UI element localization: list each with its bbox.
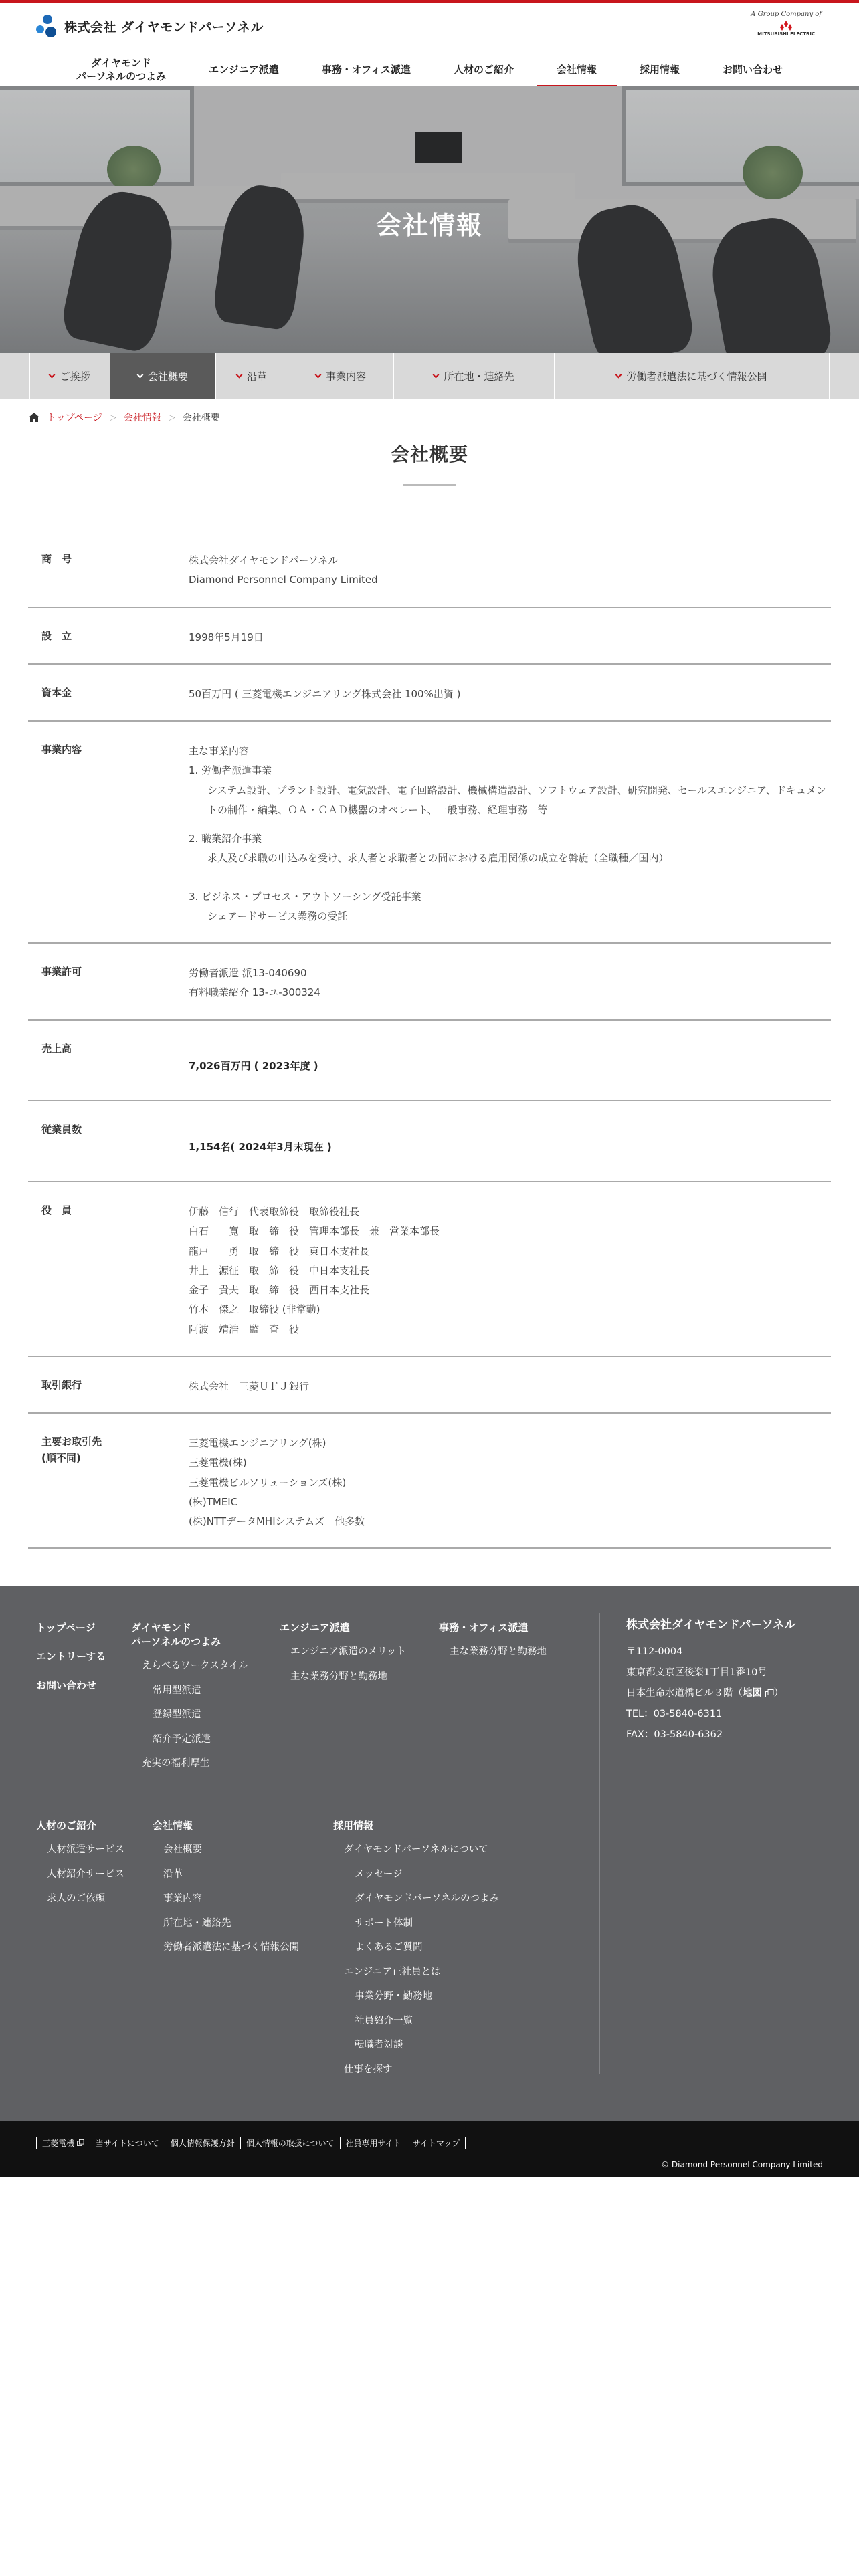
bottom-link-staff-site[interactable]: 社員専用サイト [340,2137,407,2149]
profile-row-name [28,531,831,608]
footer-link[interactable]: 社員紹介一覧 [355,2015,413,2026]
footer-map-link[interactable]: 地図 [743,1688,762,1699]
breadcrumb-parent[interactable]: 会社情報 [123,413,161,423]
footer-col-main [36,1621,106,1705]
row-label: 売上高 [41,1042,72,1055]
subnav-overview[interactable] [110,353,215,399]
list-item: 金子 貴夫 取 締 役 西日本支社長 [189,1284,370,1296]
footer-link[interactable]: 所在地・連絡先 [163,1917,231,1929]
footer-link[interactable]: 主な業務分野と勤務地 [450,1646,547,1658]
footer-tel: TEL：03-5840-6311 [626,1709,723,1720]
footer-link[interactable]: エンジニア派遣のメリット [290,1646,407,1658]
footer-link-contact[interactable]: お問い合わせ [36,1679,97,1692]
footer-link[interactable]: 仕事を探す [344,2064,393,2075]
footer-link[interactable]: エンジニア正社員とは [344,1966,441,1977]
chevron-down-icon [615,371,622,378]
home-icon [28,412,40,423]
footer-link[interactable]: 主な業務分野と勤務地 [290,1671,387,1682]
footer-col-recruit [333,1819,499,2089]
breadcrumb-current: 会社概要 [182,413,220,423]
subnav-disclosure[interactable] [554,353,830,399]
license-placement: 有料職業紹介 13-ユ-300324 [189,986,320,999]
subnav-label: 会社概要 [147,370,188,383]
nav-strength[interactable]: ダイヤモンド パーソネルのつよみ [76,56,167,82]
page-title: 会社概要 [390,443,468,465]
footer-link[interactable]: 常用型派遣 [153,1685,201,1696]
business-item-title: 2. 職業紹介事業 [189,833,262,845]
list-item: 竹本 傑之 取締役 (非常勤) [189,1303,320,1316]
nav-recruitment-agency[interactable]: 人材のご紹介 [454,63,514,76]
row-label: 商 号 [41,553,72,565]
company-logo[interactable] [36,15,264,37]
subnav-label: 事業内容 [325,370,366,383]
business-item-text: シェアードサービス業務の受託 [207,909,348,922]
profile-row-employees [28,1101,831,1182]
footer-link[interactable]: 人材派遣サービス [47,1844,124,1856]
profile-row-capital [28,665,831,722]
footer-link-entry[interactable]: エントリーする [36,1650,106,1663]
footer-link[interactable]: メッセージ [355,1868,403,1880]
footer-link[interactable]: 人材紹介サービス [47,1868,124,1880]
profile-row-founded [28,608,831,665]
footer-link[interactable]: えらべるワークスタイル [142,1660,249,1672]
footer-link[interactable]: 会社概要 [163,1844,202,1856]
list-item [189,887,831,927]
company-name-en: Diamond Personnel Company Limited [189,574,378,586]
list-item: 白石 寛 取 締 役 管理本部長 兼 営業本部長 [189,1225,440,1238]
bottom-link-about[interactable]: 当サイトについて [90,2137,165,2149]
business-item-title: 3. ビジネス・プロセス・アウトソーシング受託事業 [189,890,421,903]
sales-value: 7,026百万円 ( 2023年度 ) [189,1059,318,1072]
footer-fax: FAX：03-5840-6362 [626,1729,723,1741]
company-name-ja: 株式会社ダイヤモンドパーソネル [189,554,339,566]
site-header [0,3,859,86]
row-label: 従業員数 [41,1123,82,1136]
hero-title: 会社情報 [375,211,483,240]
footer-link[interactable]: 労働者派遣法に基づく情報公開 [163,1942,299,1953]
footer-col-strength [131,1621,248,1784]
global-nav [36,53,823,86]
row-label: 取引銀行 [41,1378,82,1391]
row-label: 事業許可 [41,966,82,978]
footer-recruit-heading[interactable]: 採用情報 [333,1820,374,1832]
subnav-greeting[interactable] [29,353,110,399]
row-label: 事業内容 [41,744,82,756]
founded-date: 1998年5月19日 [189,631,264,643]
main-content [0,440,859,1549]
group-label: A Group Company of [751,11,822,18]
list-item: 龍戸 勇 取 締 役 東日本支社長 [189,1245,370,1257]
footer-link[interactable]: 沿革 [163,1868,183,1880]
profile-row-clients [28,1414,831,1549]
bottom-link-sitemap[interactable]: サイトマップ [407,2137,466,2149]
footer-link[interactable]: 転職者対談 [355,2040,403,2051]
group-badge [751,11,822,37]
footer-bottom-links [36,2137,466,2149]
hero-banner [0,86,859,353]
list-item: 伊藤 信行 代表取締役 取締役社長 [189,1206,360,1218]
profile-row-business [28,722,831,944]
footer-link[interactable]: 登録型派遣 [153,1709,201,1721]
capital-value: 50百万円 ( 三菱電機エンジニアリング株式会社 100%出資 ) [189,687,461,700]
employees-value: 1,154名( 2024年3月末現在 ) [189,1140,332,1153]
list-item: 阿波 靖浩 監 査 役 [189,1323,300,1335]
footer-link[interactable]: 紹介予定派遣 [153,1733,211,1745]
footer-office-heading[interactable]: 事務・オフィス派遣 [439,1622,529,1634]
footer-paren-close: ） [773,1688,784,1699]
footer-divider [599,1613,600,2074]
nav-office[interactable]: 事務・オフィス派遣 [321,63,411,76]
footer-hr-heading[interactable]: 人材のご紹介 [36,1820,97,1832]
external-link-icon [77,2139,84,2146]
footer-link[interactable]: ダイヤモンドパーソネルのつよみ [355,1893,500,1905]
bottom-link-privacy-handling[interactable]: 個人情報の取扱について [240,2137,340,2149]
footer-col-engineer [280,1621,406,1696]
subnav-business[interactable] [288,353,393,399]
list-item: 三菱電機(株) [189,1457,247,1469]
chevron-down-icon [315,371,322,378]
nav-careers[interactable]: 採用情報 [639,63,680,76]
footer-col-company [153,1819,299,1967]
footer-link[interactable]: ダイヤモンドパーソネルについて [344,1844,488,1856]
bank-value: 株式会社 三菱ＵＦＪ銀行 [189,1380,310,1392]
breadcrumb-separator-icon: ＞ [167,413,176,423]
footer-bottom-bar [0,2121,859,2177]
business-list [189,761,831,926]
officer-list [189,1202,831,1339]
footer-company-heading[interactable]: 会社情報 [153,1820,193,1832]
profile-row-sales [28,1021,831,1101]
profile-row-officers [28,1182,831,1357]
group-name: MITSUBISHI ELECTRIC [757,31,816,37]
list-item: 三菱電機エンジニアリング(株) [189,1437,326,1449]
footer-col-office [439,1621,547,1672]
list-item [189,761,831,820]
company-name: 株式会社 ダイヤモンドパーソネル [64,19,264,35]
subnav-label: 沿革 [246,370,267,383]
footer-link[interactable]: サポート体制 [355,1917,413,1929]
business-item-title: 1. 労働者派遣事業 [189,764,272,777]
footer-company-info [626,1613,795,1745]
footer-link[interactable]: 事業内容 [163,1893,202,1905]
nav-contact[interactable]: お問い合わせ [722,63,783,76]
subnav-label: 所在地・連絡先 [444,370,514,383]
footer-company-name: 株式会社ダイヤモンドパーソネル [626,1618,796,1632]
footer-link[interactable]: 充実の福利厚生 [142,1758,210,1769]
business-item-text: システム設計、プラント設計、電気設計、電子回路設計、機械構造設計、ソフトウェア設計、研究開発、セールスエンジニア、ドキュメントの制作・編集、ＯＡ・ＣＡＤ機器のオペレート、一般事務、経理事務 等 [207,784,826,816]
footer-engineer-heading[interactable]: エンジニア派遣 [280,1622,350,1634]
breadcrumb-home[interactable]: トップページ [47,413,102,423]
footer-link[interactable]: 事業分野・勤務地 [355,1991,432,2002]
footer-col-hr [36,1819,124,1919]
footer-zip: 〒112-0004 [626,1646,683,1657]
list-item: 三菱電機ビルソリューションズ(株) [189,1476,347,1489]
subnav-label: ご挨拶 [60,370,90,383]
list-item: (株)NTTデータMHIシステムズ 他多数 [189,1515,365,1527]
breadcrumb-separator-icon: ＞ [108,413,117,423]
nav-engineer[interactable]: エンジニア派遣 [209,63,279,76]
subnav-label: 労働者派遣法に基づく情報公開 [626,370,767,383]
row-label: 主要お取引先 (順不同) [41,1436,102,1464]
nav-company[interactable]: 会社情報 [537,59,617,80]
client-list [189,1434,831,1531]
profile-row-license [28,944,831,1021]
row-label: 設 立 [41,629,72,642]
section-subnav [0,353,859,399]
bottom-link-label[interactable]: 三菱電機 [42,2139,75,2149]
subnav-history[interactable] [215,353,288,399]
external-link-icon [765,1689,774,1697]
profile-row-bank [28,1357,831,1414]
row-label: 役 員 [41,1204,72,1216]
footer-link-top[interactable]: トップページ [36,1622,96,1634]
mitsubishi-logo-icon [779,21,793,31]
subnav-location[interactable] [393,353,554,399]
footer-building [626,1683,795,1704]
bottom-link-mitsubishi[interactable] [36,2137,90,2149]
license-dispatch: 労働者派遣 派13-040690 [189,967,307,979]
footer-strength-heading[interactable]: ダイヤモンド パーソネルのつよみ [131,1622,221,1648]
footer-link[interactable]: よくあるご質問 [355,1942,423,1953]
copyright: © Diamond Personnel Company Limited [661,2160,823,2170]
chevron-down-icon [433,371,440,378]
breadcrumb [0,399,859,436]
chevron-down-icon [236,371,243,378]
footer-building-name: 日本生命水道橋ビル３階（ [626,1688,743,1699]
diamond-logo-icon [36,15,59,37]
list-item [189,829,831,869]
title-underline [403,484,456,486]
footer-address: 東京都文京区後楽1丁目1番10号 [626,1667,767,1678]
site-footer [0,1586,859,2170]
business-item-text: 求人及び求職の申込みを受け、求人者と求職者との間における雇用関係の成立を斡旋（全職種／国内） [207,852,669,865]
list-item: (株)TMEIC [189,1495,238,1508]
business-intro: 主な事業内容 [189,745,250,757]
bottom-link-privacy-policy[interactable]: 個人情報保護方針 [165,2137,240,2149]
footer-link[interactable]: 求人のご依頼 [47,1893,105,1905]
company-profile-table [28,531,831,1549]
row-label: 資本金 [41,686,72,699]
list-item: 井上 源征 取 締 役 中日本支社長 [189,1264,370,1277]
chevron-down-icon [137,371,144,378]
chevron-down-icon [49,371,56,378]
